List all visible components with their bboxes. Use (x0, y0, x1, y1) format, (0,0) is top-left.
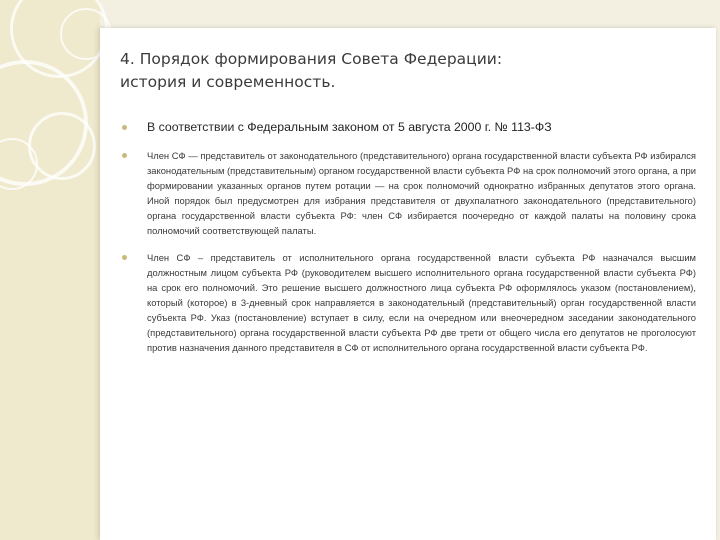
decorative-left-band (0, 0, 100, 540)
bullet-dot-icon (122, 255, 127, 260)
bullet-item-legislative-representative (120, 148, 696, 238)
bullet-prefix: В соответствии с (147, 120, 248, 134)
decorative-circle (28, 112, 96, 180)
bullet-item-executive-representative (120, 250, 696, 355)
bullet-text: Член СФ – представитель от исполнительного органа государственной власти субъекта РФ назначался высшим должностным лицом субъекта РФ (руководителем высшего исполнительного органа государственной власти субъекта РФ) на срок его полномочий. Это решение высшего должностного лица субъекта РФ оформлялось указом (постановлением), который (которое) в 3-дневный срок направляется в законодательный (представительный) орган государственной власти субъекта РФ. Указ (постановление) вступает в силу, если на очередном или внеочередном заседании законодательного (представительного) органа государственной власти субъекта РФ две трети от общего числа его депутатов не проголосуют против назначения данного представителя в СФ от исполнительного органа государственной власти субъекта РФ. (147, 252, 696, 353)
bullet-text: Член СФ — представитель от законодательного (представительного) органа государственной власти субъекта РФ избирался законодательным (представительным) органом государственной власти субъекта РФ на срок полномочий этого органа, а при формировании указанных органов путем ротации — на срок полномочий однократно избранных депутатов этого органа. Иной порядок был предусмотрен для избрания представителя от двухпалатного законодательного (представительного) органа государственной власти субъекта РФ: член СФ избирается поочередно от каждой палаты на половину срока полномочий соответствующей палаты. (147, 150, 696, 236)
bullet-dot-icon (122, 125, 127, 130)
bullet-dot-icon (122, 153, 127, 158)
slide-title: 4. Порядок формирования Совета Федерации: история и современность. (120, 50, 503, 91)
bullet-item-law-reference (120, 118, 696, 136)
bullet-list (120, 118, 696, 367)
law-reference: Федеральным законом от 5 августа 2000 г. № 113-ФЗ (247, 120, 552, 134)
slide-content-card (100, 28, 716, 540)
